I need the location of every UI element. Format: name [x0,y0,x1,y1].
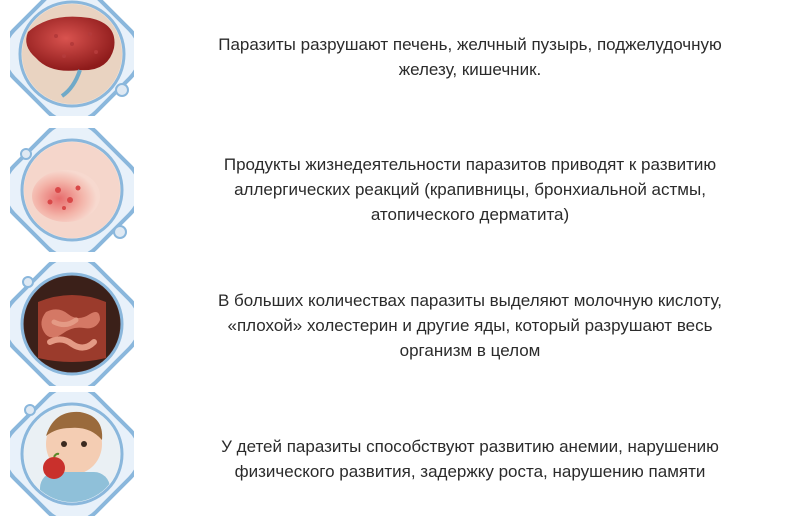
item-line: физического развития, задержку роста, нарушению памяти [234,462,706,481]
item-line: атопического дерматита) [370,205,570,224]
item-line: Продукты жизнедеятельности паразитов приводят к развитию [223,155,717,174]
item-line: У детей паразиты способствуют развитию анемии, нарушению [221,437,719,456]
liver-icon [10,0,134,116]
item-line: аллергических реакций (крапивницы, бронхиальной астмы, [234,180,706,199]
item-line: организм в целом [399,341,541,360]
child-icon [10,392,134,516]
item-line: железу, кишечник. [398,60,542,79]
item-text [150,32,790,82]
item-text [150,152,790,227]
skin-rash-icon [10,128,134,252]
item-line: Паразиты разрушают печень, желчный пузырь, поджелудочную [218,35,722,54]
item-line: «плохой» холестерин и другие яды, который разрушают весь [227,316,713,335]
intestines-icon [10,262,134,386]
item-line: В больших количествах паразиты выделяют молочную кислоту, [217,291,723,310]
item-text [150,434,790,484]
item-text [150,288,790,363]
